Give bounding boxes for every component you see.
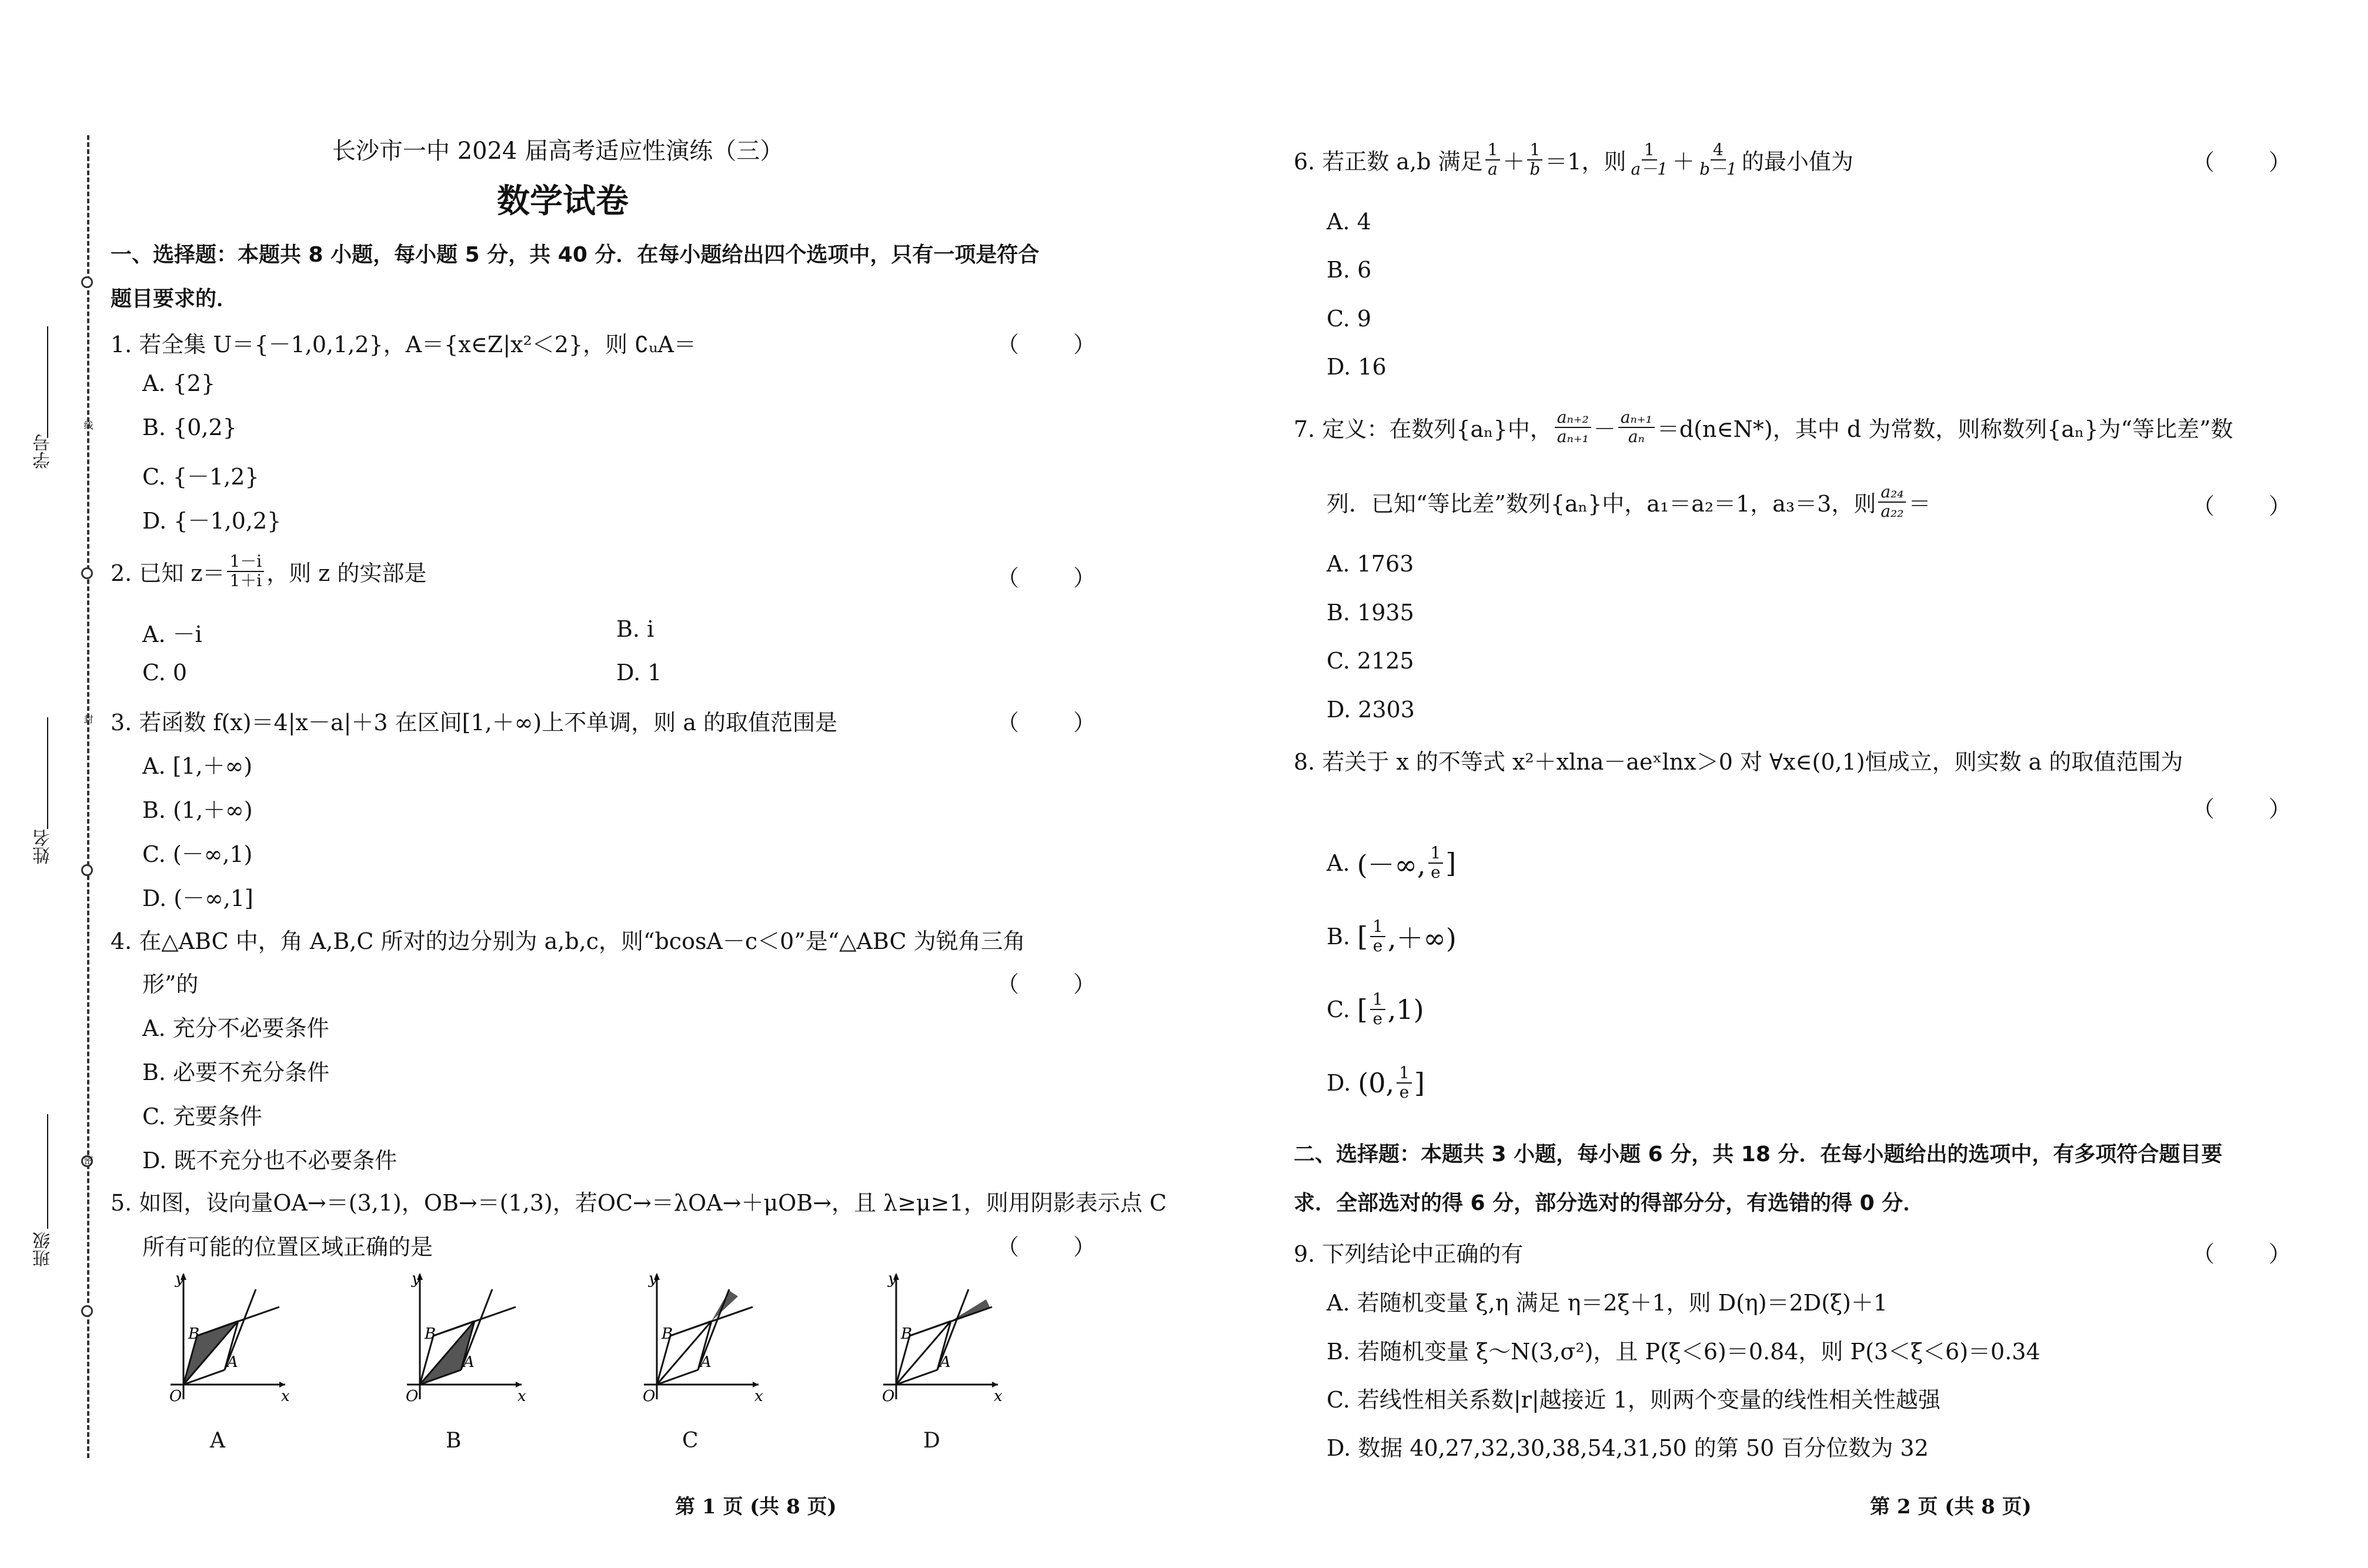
q6-option-a[interactable]: A. 4 [1327, 209, 1371, 235]
punch-hole [81, 864, 93, 876]
q6-option-c[interactable]: C. 9 [1327, 306, 1372, 332]
q8-option-c-right: ,1) [1387, 993, 1424, 1025]
q8-option-b-left: [ [1357, 921, 1368, 952]
answer-paren[interactable]: （ ） [2192, 149, 2315, 175]
diagram-label: x [754, 1388, 763, 1405]
line-through-b [197, 1307, 279, 1336]
name-label: 姓名 [33, 829, 54, 864]
q3-option-a[interactable]: A. [1,＋∞) [142, 753, 253, 779]
q7-option-b[interactable]: B. 1935 [1327, 600, 1414, 626]
q6-plus: ＋ [1672, 149, 1695, 175]
name-line[interactable] [47, 717, 48, 829]
diagram-label: y [649, 1270, 657, 1288]
diagram-label: O [643, 1388, 656, 1405]
section2-instructions: 二、选择题：本题共 3 小题，每小题 6 分，共 18 分．在每小题给出的选项中，有多项符合题目要 [1294, 1142, 2223, 1166]
diagram-label: A [700, 1353, 712, 1371]
seal-tick-line: 线 [82, 420, 93, 430]
question-1-stem: 1. 若全集 U＝{－1,0,1,2}，A＝{x∈Z|x²＜2}，则 ∁ᵤA＝ [111, 332, 696, 357]
vector-region-diagram [147, 1267, 300, 1414]
diagram-label: B [901, 1325, 913, 1343]
question-8-stem: 8. 若关于 x 的不等式 x²＋xlna－aeˣlnx＞0 对 ∀x∈(0,1)恒成立，则实数 a 的取值范围为 [1294, 749, 2183, 775]
q3-option-b[interactable]: B. (1,＋∞) [142, 797, 253, 823]
class-label: 班级 [33, 1232, 54, 1267]
punch-hole [81, 276, 93, 288]
q6-plus: ＋ [1502, 149, 1525, 175]
page-title: 数学试卷 [497, 182, 629, 220]
diagram-label: y [412, 1270, 420, 1288]
q7-line2-b: ＝ [1908, 491, 1931, 517]
q8-option-b[interactable] [1327, 917, 1457, 956]
q2-option-b[interactable]: B. i [616, 616, 654, 642]
q2-option-d[interactable]: D. 1 [616, 660, 662, 686]
q4-option-c[interactable]: C. 充要条件 [142, 1104, 262, 1129]
q7-option-a[interactable]: A. 1763 [1327, 551, 1414, 577]
punch-hole [81, 1305, 93, 1317]
q7-option-d[interactable]: D. 2303 [1327, 697, 1415, 723]
q7-option-c[interactable]: C. 2125 [1327, 648, 1414, 674]
q6-mid: ＝1，则 [1545, 149, 1626, 175]
x-arrow [279, 1382, 285, 1388]
diagram-label: B [188, 1325, 200, 1343]
q7-minus: － [1593, 416, 1616, 443]
question-3-stem: 3. 若函数 f(x)＝4|x－a|＋3 在区间[1,＋∞)上不单调，则 a 的取值范围是 [111, 710, 838, 735]
q7-line2-a: 列．已知“等比差”数列{aₙ}中，a₁＝a₂＝1，a₃＝3，则 [1327, 491, 1876, 517]
seal-tick-secret: 密 [82, 1155, 93, 1165]
figure-caption-a: A [210, 1429, 225, 1453]
q6-frac-3: $\frac{1}{a-1}$ [1631, 140, 1668, 179]
q8-option-d-right: ] [1414, 1066, 1425, 1099]
answer-paren[interactable]: （ ） [997, 332, 1120, 357]
q8-option-a-right: ] [1445, 847, 1457, 879]
page-1-footer: 第 1 页 (共 8 页) [675, 1495, 837, 1519]
q6-stem-b: 的最小值为 [1741, 149, 1853, 175]
q2-stem-b: ，则 z 的实部是 [266, 560, 427, 587]
vector-region-diagram [620, 1267, 773, 1414]
question-6-stem [1294, 141, 1853, 179]
exam-header: 长沙市一中 2024 届高考适应性演练（三） [332, 138, 784, 165]
line-through-b [670, 1307, 753, 1336]
question-5-stem-cont: 所有可能的位置区域正确的是 [142, 1234, 433, 1260]
question-5-stem: 5. 如图，设向量OA→＝(3,1)，OB→＝(1,3)，若OC→＝λOA→＋μOB→，且 λ≥μ≥1，则用阴影表示点 C [111, 1190, 1167, 1216]
question-9-stem: 9. 下列结论中正确的有 [1294, 1241, 1524, 1267]
diagram-label: O [406, 1388, 419, 1405]
x-arrow [753, 1382, 759, 1388]
figure-caption-d: D [923, 1429, 940, 1453]
question-7-stem-cont [1327, 483, 1931, 521]
question-2-stem [111, 553, 426, 590]
student-id-label: 学号 [33, 434, 54, 469]
page-2-footer: 第 2 页 (共 8 页) [1870, 1495, 2032, 1519]
binding-dashed-line [87, 135, 89, 1458]
answer-paren[interactable]: （ ） [997, 1234, 1120, 1260]
line-through-b [910, 1307, 992, 1336]
diagram-label: y [175, 1270, 184, 1288]
q8-option-b-label: B. [1327, 924, 1351, 950]
q1-option-c[interactable]: C. {－1,2} [142, 464, 259, 490]
q9-option-c[interactable]: C. 若线性相关系数|r|越接近 1，则两个变量的线性相关性越强 [1327, 1387, 1941, 1413]
diagram-label: A [463, 1353, 475, 1371]
q6-frac-1: $\frac{1}{a}$ [1485, 141, 1501, 179]
q8-option-d-left: (0, [1358, 1066, 1395, 1099]
q7-frac-1: $\frac{\text{aₙ₊₂}}{\text{aₙ₊₁}}$ [1555, 409, 1591, 446]
q4-option-b[interactable]: B. 必要不充分条件 [142, 1059, 330, 1085]
q8-option-d-frac: $\frac{1}{e}$ [1397, 1064, 1412, 1102]
q7-stem-b: ＝d(n∈N*)，其中 d 为常数，则称数列{aₙ}为“等比差”数 [1656, 416, 2233, 443]
student-id-line[interactable] [47, 326, 48, 438]
question-7-stem [1294, 409, 2233, 446]
x-arrow [992, 1382, 998, 1388]
q8-option-a[interactable] [1327, 844, 1456, 882]
q6-frac-2: $\frac{1}{b}$ [1527, 141, 1542, 179]
q8-option-a-left: (－∞, [1357, 849, 1426, 881]
q8-option-d-label: D. [1327, 1069, 1351, 1096]
diagram-label: y [888, 1270, 897, 1288]
q9-option-d[interactable]: D. 数据 40,27,32,30,38,54,31,50 的第 50 百分位数为 32 [1327, 1435, 1929, 1461]
vector-region-diagram [860, 1267, 1013, 1414]
q3-option-c[interactable]: C. (－∞,1) [142, 841, 253, 867]
q6-option-d[interactable]: D. 16 [1327, 354, 1387, 380]
q4-option-a[interactable]: A. 充分不必要条件 [142, 1015, 329, 1041]
q8-option-b-frac: $\frac{1}{e}$ [1370, 918, 1385, 955]
answer-paren[interactable]: （ ） [2192, 1241, 2315, 1267]
q1-option-b[interactable]: B. {0,2} [142, 414, 237, 440]
q7-stem-a: 7. 定义：在数列{aₙ}中， [1294, 416, 1552, 443]
question-4-stem-cont: 形”的 [142, 971, 199, 997]
x-arrow [516, 1382, 522, 1388]
q2-option-a[interactable]: A. －i [142, 621, 202, 647]
q2-stem-a: 2. 已知 z＝ [111, 560, 225, 587]
section1-instructions: 一、选择题：本题共 8 小题，每小题 5 分，共 40 分．在每小题给出四个选项中，只有一项是符合 [111, 243, 1040, 267]
question-4-stem: 4. 在△ABC 中，角 A,B,C 所对的边分别为 a,b,c，则“bcosA－c＜0”是“△ABC 为锐角三角 [111, 928, 1026, 954]
diagram-label: x [994, 1388, 1003, 1405]
answer-paren[interactable]: （ ） [997, 971, 1120, 997]
seal-tick-seal: 封 [82, 714, 93, 724]
q7-frac-2: $\frac{\text{aₙ₊₁}}{\text{aₙ}}$ [1618, 409, 1655, 446]
answer-paren[interactable]: （ ） [997, 565, 1120, 591]
q2-fraction: $\frac{1-i}{1+i}$ [227, 553, 264, 590]
q1-option-a[interactable]: A. {2} [142, 370, 216, 396]
q8-option-a-label: A. [1327, 850, 1350, 876]
q4-option-d[interactable]: D. 既不充分也不必要条件 [142, 1148, 398, 1174]
figure-caption-c: C [682, 1429, 699, 1453]
q1-option-d[interactable]: D. {－1,0,2} [142, 508, 282, 534]
q8-option-c-frac: $\frac{1}{e}$ [1370, 991, 1385, 1028]
class-line[interactable] [47, 1114, 48, 1229]
diagram-label: x [281, 1388, 290, 1405]
q8-option-c-label: C. [1327, 996, 1350, 1022]
section1-instructions-cont: 题目要求的． [111, 287, 238, 311]
figure-caption-b: B [446, 1429, 462, 1453]
answer-paren[interactable]: （ ） [997, 710, 1120, 735]
q8-option-a-frac: $\frac{1}{e}$ [1428, 844, 1444, 882]
q9-option-b[interactable]: B. 若随机变量 ξ～N(3,σ²)，且 P(ξ＜6)＝0.84，则 P(3＜ξ＜6)＝0.34 [1327, 1339, 2040, 1365]
section2-instructions-cont: 求．全部选对的得 6 分，部分选对的得部分分，有选错的得 0 分． [1294, 1191, 1925, 1215]
line-through-b [433, 1307, 516, 1336]
q8-option-b-right: ,＋∞) [1387, 922, 1457, 954]
punch-hole [81, 567, 93, 579]
diagram-label: A [227, 1353, 238, 1371]
diagram-label: O [169, 1388, 182, 1405]
diagram-label: B [662, 1325, 673, 1343]
vector-region-diagram [383, 1267, 536, 1414]
q8-option-d[interactable] [1327, 1064, 1425, 1102]
answer-paren[interactable]: （ ） [2192, 796, 2315, 822]
q6-option-b[interactable]: B. 6 [1327, 257, 1372, 283]
q9-option-a[interactable]: A. 若随机变量 ξ,η 满足 η＝2ξ＋1，则 D(η)＝2D(ξ)＋1 [1327, 1290, 1888, 1316]
diagram-label: O [882, 1388, 895, 1405]
q6-frac-4: $\frac{4}{b-1}$ [1699, 140, 1737, 179]
answer-paren[interactable]: （ ） [2192, 493, 2315, 519]
q8-option-c[interactable] [1327, 991, 1424, 1028]
q8-option-c-left: [ [1357, 993, 1368, 1025]
diagram-label: A [940, 1353, 951, 1371]
q2-option-c[interactable]: C. 0 [142, 660, 188, 686]
q6-stem-a: 6. 若正数 a,b 满足 [1294, 149, 1483, 175]
q3-option-d[interactable]: D. (－∞,1] [142, 885, 253, 911]
diagram-label: x [517, 1388, 526, 1405]
q7-frac-3: $\frac{\text{a₂₄}}{\text{a₂₂}}$ [1878, 483, 1906, 521]
diagram-label: B [425, 1325, 436, 1343]
